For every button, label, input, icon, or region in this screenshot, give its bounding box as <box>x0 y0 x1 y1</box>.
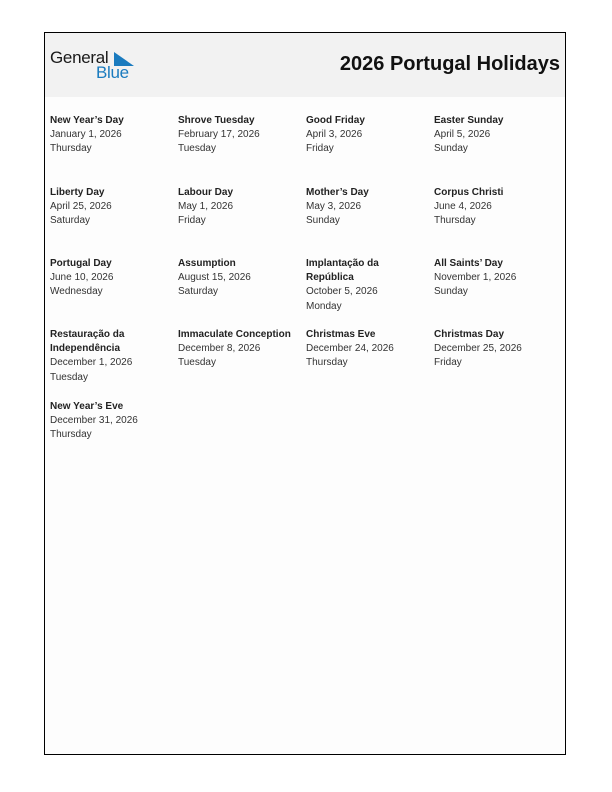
holiday-grid <box>50 114 562 472</box>
holiday-weekday: Friday <box>434 357 462 369</box>
holiday-date: October 5, 2026 <box>306 286 378 298</box>
holiday-name: Immaculate Conception <box>178 329 291 340</box>
holiday-date: December 8, 2026 <box>178 343 261 355</box>
holiday-date: December 31, 2026 <box>50 415 138 427</box>
holiday-date: April 5, 2026 <box>434 129 491 141</box>
holiday-weekday: Saturday <box>50 215 91 227</box>
holiday-row <box>50 400 562 472</box>
holiday-item <box>306 257 434 328</box>
document-page <box>44 32 566 755</box>
holiday-weekday: Thursday <box>50 143 92 155</box>
holiday-item <box>178 186 306 257</box>
holiday-name: Portugal Day <box>50 258 112 269</box>
holiday-weekday: Friday <box>306 143 334 155</box>
page-header <box>45 33 565 97</box>
logo-general-text: General <box>50 48 109 67</box>
holiday-name: Assumption <box>178 258 236 269</box>
holiday-item <box>306 186 434 257</box>
holiday-row <box>50 114 562 186</box>
holiday-item <box>50 400 181 472</box>
holiday-item <box>178 257 306 328</box>
holiday-date: April 25, 2026 <box>50 201 112 213</box>
holiday-item <box>50 328 178 400</box>
holiday-date: May 1, 2026 <box>178 201 234 213</box>
holiday-item <box>306 328 434 400</box>
holiday-name: Shrove Tuesday <box>178 115 255 126</box>
holiday-name: Restauração da Independência <box>50 329 125 355</box>
holiday-date: November 1, 2026 <box>434 272 517 284</box>
holiday-name: Good Friday <box>306 115 365 126</box>
holiday-weekday: Monday <box>306 300 342 312</box>
holiday-date: June 10, 2026 <box>50 272 114 284</box>
holiday-weekday: Friday <box>178 215 206 227</box>
holiday-name: Implantação da República <box>306 258 379 284</box>
holiday-name: All Saints’ Day <box>434 258 503 269</box>
holiday-name: Liberty Day <box>50 187 105 198</box>
holiday-item <box>434 114 562 186</box>
holiday-date: August 15, 2026 <box>178 272 251 284</box>
holiday-weekday: Tuesday <box>178 143 216 155</box>
holiday-date: December 25, 2026 <box>434 343 522 355</box>
holiday-row <box>50 328 562 400</box>
holiday-weekday: Wednesday <box>50 286 103 298</box>
holiday-item <box>434 186 562 257</box>
holiday-weekday: Sunday <box>306 215 340 227</box>
holiday-weekday: Thursday <box>50 429 92 441</box>
holiday-name: Christmas Day <box>434 329 505 340</box>
holiday-row <box>50 257 562 328</box>
holiday-item <box>50 257 178 328</box>
holiday-weekday: Sunday <box>434 143 468 155</box>
holiday-item <box>50 114 178 186</box>
holiday-name: Labour Day <box>178 187 234 198</box>
holiday-date: January 1, 2026 <box>50 129 122 141</box>
holiday-weekday: Thursday <box>434 215 476 227</box>
holiday-date: April 3, 2026 <box>306 129 363 141</box>
holiday-name: Corpus Christi <box>434 187 504 198</box>
holiday-name: Mother’s Day <box>306 187 369 198</box>
holiday-item <box>434 257 562 328</box>
holiday-row <box>50 186 562 257</box>
holiday-weekday: Saturday <box>178 286 219 298</box>
holiday-weekday: Tuesday <box>178 357 216 369</box>
holiday-weekday: Thursday <box>306 357 348 369</box>
holiday-item <box>306 114 434 186</box>
holiday-date: February 17, 2026 <box>178 129 260 141</box>
holiday-date: December 24, 2026 <box>306 343 394 355</box>
page-title: 2026 Portugal Holidays <box>339 53 560 75</box>
holiday-weekday: Sunday <box>434 286 468 298</box>
generalblue-logo <box>50 48 140 84</box>
holiday-item <box>50 186 178 257</box>
holiday-date: May 3, 2026 <box>306 201 362 213</box>
holiday-item <box>178 328 306 400</box>
holiday-item <box>434 328 562 400</box>
holiday-date: June 4, 2026 <box>434 201 492 213</box>
holiday-date: December 1, 2026 <box>50 357 133 369</box>
holiday-weekday: Tuesday <box>50 371 88 383</box>
holiday-name: New Year’s Eve <box>50 401 124 412</box>
holiday-name: New Year’s Day <box>50 115 124 126</box>
logo-blue-text: Blue <box>96 63 129 82</box>
holiday-item <box>178 114 306 186</box>
holiday-name: Christmas Eve <box>306 329 376 340</box>
holiday-name: Easter Sunday <box>434 115 504 126</box>
